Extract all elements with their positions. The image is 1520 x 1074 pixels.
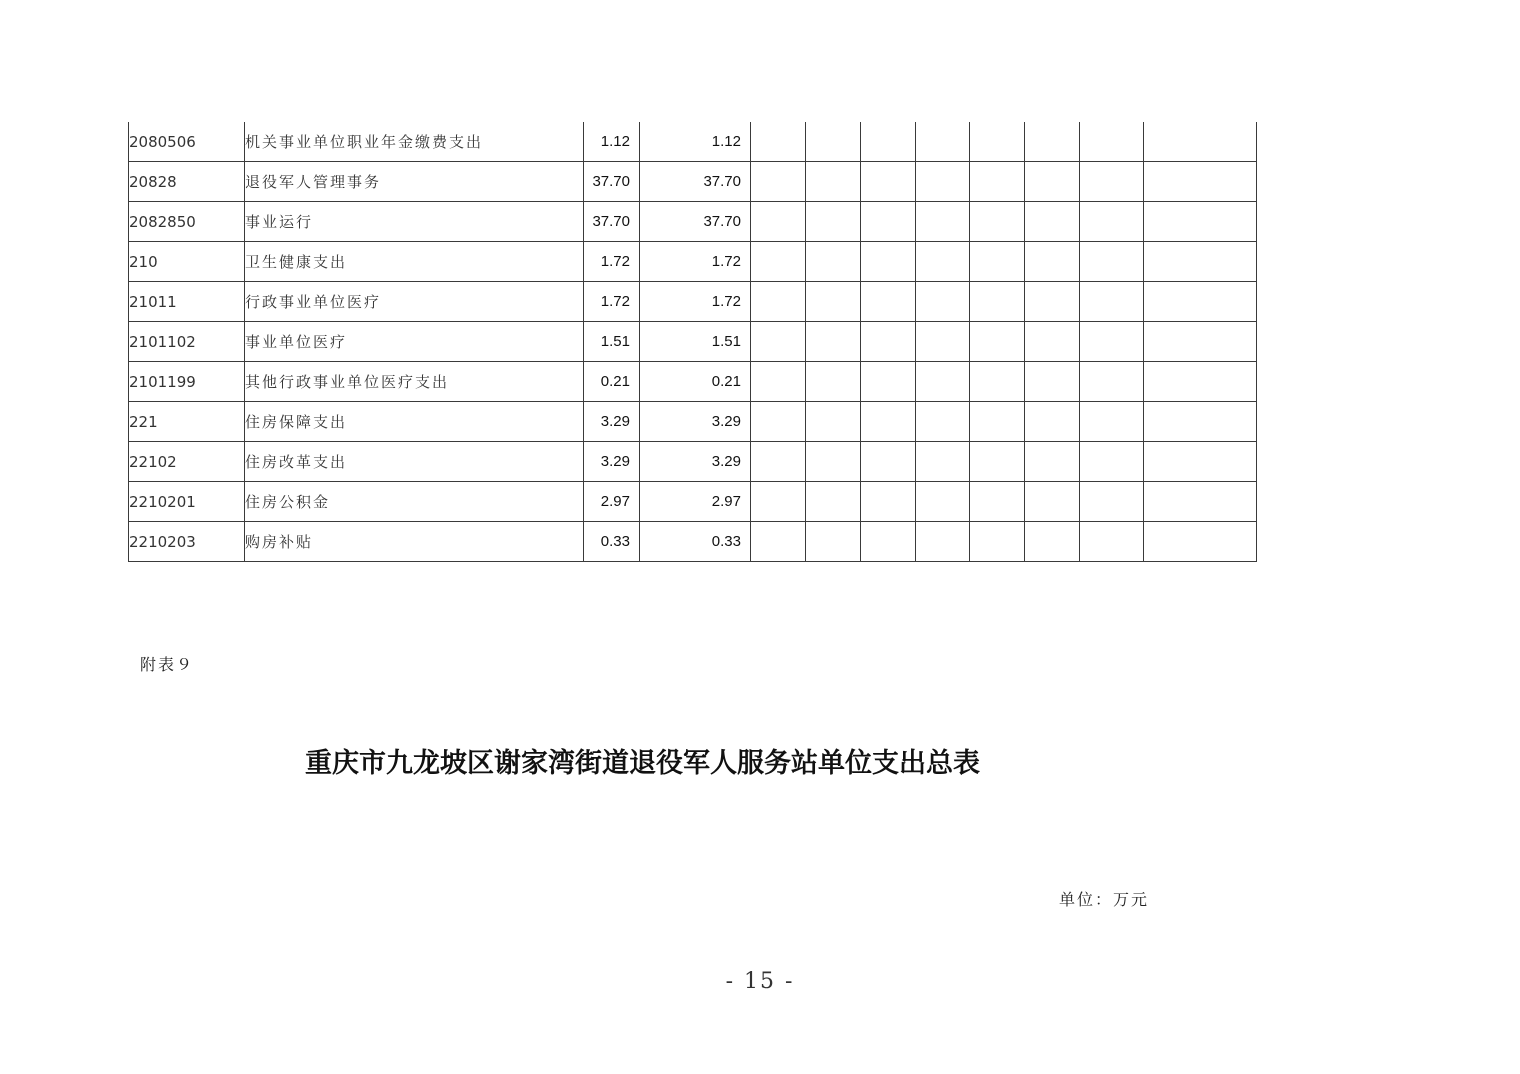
empty-cell [1025, 242, 1080, 282]
empty-cell [1080, 242, 1144, 282]
empty-cell [751, 402, 806, 442]
page-number: - 15 - [725, 969, 795, 994]
empty-cell [1080, 482, 1144, 522]
table-row [129, 282, 1257, 322]
subject-code-cell: 2082850 [129, 202, 245, 242]
subject-name-cell: 行政事业单位医疗 [245, 282, 584, 322]
subject-name-cell: 卫生健康支出 [245, 242, 584, 282]
basic-amount-cell: 3.29 [640, 442, 751, 482]
empty-cell [916, 122, 970, 162]
empty-cell [751, 362, 806, 402]
empty-cell [970, 402, 1025, 442]
empty-cell [970, 202, 1025, 242]
subject-code-cell: 21011 [129, 282, 245, 322]
empty-cell [916, 322, 970, 362]
empty-cell [861, 442, 916, 482]
total-amount-cell: 1.72 [584, 242, 640, 282]
empty-cell [970, 362, 1025, 402]
total-amount-cell: 1.51 [584, 322, 640, 362]
empty-cell [1144, 202, 1257, 242]
subject-name-cell: 购房补贴 [245, 522, 584, 562]
basic-amount-cell: 37.70 [640, 162, 751, 202]
empty-cell [751, 122, 806, 162]
subject-name-cell: 事业运行 [245, 202, 584, 242]
empty-cell [1025, 482, 1080, 522]
empty-cell [916, 202, 970, 242]
empty-cell [861, 282, 916, 322]
empty-cell [861, 522, 916, 562]
empty-cell [751, 322, 806, 362]
empty-cell [1025, 282, 1080, 322]
empty-cell [1080, 282, 1144, 322]
report-title: 重庆市九龙坡区谢家湾街道退役军人服务站单位支出总表 [305, 748, 980, 779]
total-amount-cell: 0.21 [584, 362, 640, 402]
basic-amount-cell: 3.29 [640, 402, 751, 442]
total-amount-cell: 1.12 [584, 122, 640, 162]
empty-cell [861, 202, 916, 242]
empty-cell [1025, 162, 1080, 202]
empty-cell [1025, 522, 1080, 562]
empty-cell [970, 482, 1025, 522]
table-row [129, 362, 1257, 402]
table-row [129, 322, 1257, 362]
empty-cell [1080, 322, 1144, 362]
empty-cell [1025, 322, 1080, 362]
subject-name-cell: 住房公积金 [245, 482, 584, 522]
subject-code-cell: 2101102 [129, 322, 245, 362]
empty-cell [806, 362, 861, 402]
total-amount-cell: 3.29 [584, 402, 640, 442]
subject-code-cell: 22102 [129, 442, 245, 482]
empty-cell [1144, 482, 1257, 522]
subject-code-cell: 210 [129, 242, 245, 282]
empty-cell [1080, 122, 1144, 162]
total-amount-cell: 3.29 [584, 442, 640, 482]
empty-cell [1144, 282, 1257, 322]
empty-cell [806, 442, 861, 482]
table-row [129, 162, 1257, 202]
empty-cell [1080, 522, 1144, 562]
empty-cell [1080, 202, 1144, 242]
empty-cell [970, 282, 1025, 322]
subject-name-cell: 其他行政事业单位医疗支出 [245, 362, 584, 402]
budget-table [128, 122, 1257, 562]
empty-cell [751, 442, 806, 482]
empty-cell [916, 242, 970, 282]
table-row [129, 122, 1257, 162]
empty-cell [806, 322, 861, 362]
table-body [129, 122, 1257, 562]
attachment-label: 附表９ [140, 655, 195, 674]
empty-cell [861, 402, 916, 442]
subject-code-cell: 221 [129, 402, 245, 442]
empty-cell [806, 482, 861, 522]
empty-cell [1025, 362, 1080, 402]
total-amount-cell: 2.97 [584, 482, 640, 522]
unit-label: 单位：万元 [1059, 890, 1150, 909]
empty-cell [1144, 162, 1257, 202]
empty-cell [751, 242, 806, 282]
subject-code-cell: 2210203 [129, 522, 245, 562]
empty-cell [806, 242, 861, 282]
basic-amount-cell: 1.12 [640, 122, 751, 162]
empty-cell [861, 242, 916, 282]
subject-code-cell: 2210201 [129, 482, 245, 522]
subject-name-cell: 退役军人管理事务 [245, 162, 584, 202]
basic-amount-cell: 37.70 [640, 202, 751, 242]
subject-name-cell: 住房改革支出 [245, 442, 584, 482]
empty-cell [916, 442, 970, 482]
basic-amount-cell: 2.97 [640, 482, 751, 522]
empty-cell [970, 242, 1025, 282]
empty-cell [806, 202, 861, 242]
basic-amount-cell: 0.33 [640, 522, 751, 562]
empty-cell [806, 162, 861, 202]
subject-code-cell: 2101199 [129, 362, 245, 402]
empty-cell [970, 522, 1025, 562]
empty-cell [970, 162, 1025, 202]
empty-cell [970, 442, 1025, 482]
empty-cell [806, 122, 861, 162]
empty-cell [1080, 402, 1144, 442]
table-row [129, 482, 1257, 522]
table-row [129, 202, 1257, 242]
empty-cell [916, 402, 970, 442]
table-row [129, 242, 1257, 282]
total-amount-cell: 1.72 [584, 282, 640, 322]
empty-cell [1144, 522, 1257, 562]
table-row [129, 402, 1257, 442]
empty-cell [861, 362, 916, 402]
empty-cell [1144, 442, 1257, 482]
empty-cell [970, 122, 1025, 162]
empty-cell [1025, 442, 1080, 482]
table-row [129, 522, 1257, 562]
empty-cell [751, 282, 806, 322]
empty-cell [916, 522, 970, 562]
empty-cell [916, 162, 970, 202]
empty-cell [916, 362, 970, 402]
empty-cell [751, 482, 806, 522]
empty-cell [1144, 322, 1257, 362]
empty-cell [806, 522, 861, 562]
empty-cell [806, 402, 861, 442]
basic-amount-cell: 1.72 [640, 242, 751, 282]
empty-cell [751, 522, 806, 562]
empty-cell [861, 162, 916, 202]
empty-cell [1144, 122, 1257, 162]
empty-cell [861, 122, 916, 162]
empty-cell [1144, 362, 1257, 402]
empty-cell [970, 322, 1025, 362]
empty-cell [861, 482, 916, 522]
empty-cell [1144, 402, 1257, 442]
total-amount-cell: 37.70 [584, 202, 640, 242]
empty-cell [1025, 202, 1080, 242]
empty-cell [1080, 162, 1144, 202]
subject-name-cell: 事业单位医疗 [245, 322, 584, 362]
empty-cell [806, 282, 861, 322]
subject-code-cell: 20828 [129, 162, 245, 202]
empty-cell [916, 282, 970, 322]
empty-cell [1025, 122, 1080, 162]
empty-cell [861, 322, 916, 362]
basic-amount-cell: 1.51 [640, 322, 751, 362]
empty-cell [751, 162, 806, 202]
empty-cell [1080, 362, 1144, 402]
empty-cell [1144, 242, 1257, 282]
subject-name-cell: 住房保障支出 [245, 402, 584, 442]
total-amount-cell: 0.33 [584, 522, 640, 562]
table-row [129, 442, 1257, 482]
empty-cell [1080, 442, 1144, 482]
empty-cell [751, 202, 806, 242]
basic-amount-cell: 0.21 [640, 362, 751, 402]
empty-cell [916, 482, 970, 522]
basic-amount-cell: 1.72 [640, 282, 751, 322]
subject-name-cell: 机关事业单位职业年金缴费支出 [245, 122, 584, 162]
empty-cell [1025, 402, 1080, 442]
total-amount-cell: 37.70 [584, 162, 640, 202]
subject-code-cell: 2080506 [129, 122, 245, 162]
